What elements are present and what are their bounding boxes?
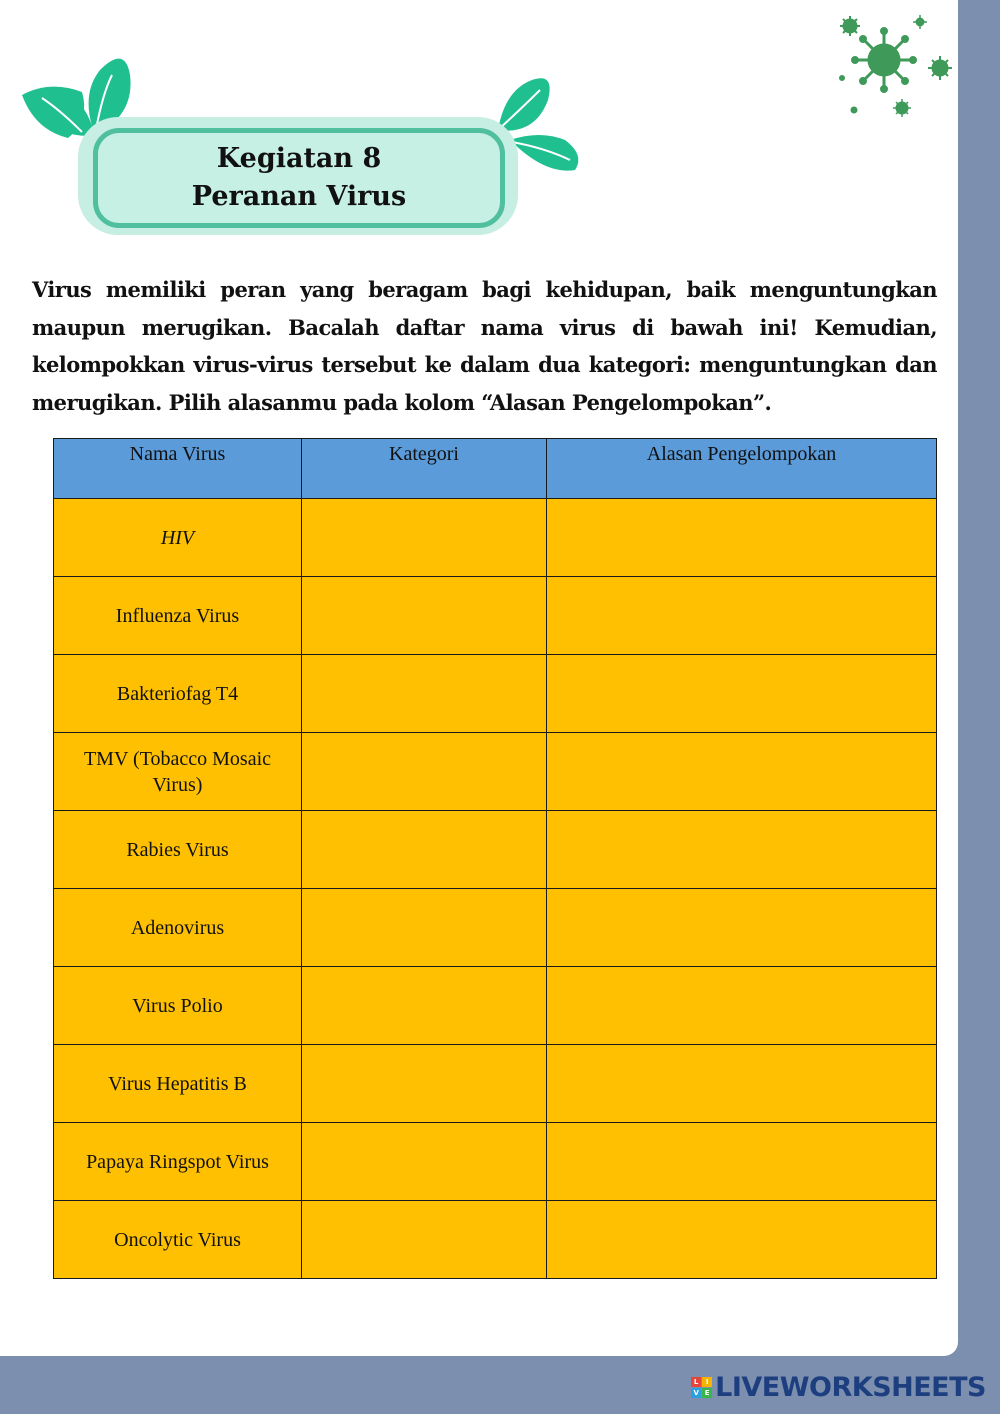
virus-icon xyxy=(830,10,960,125)
header-nama-virus: Nama Virus xyxy=(54,439,302,499)
table-row xyxy=(54,889,937,967)
alasan-cell[interactable] xyxy=(547,655,937,733)
brand-name: LIVEWORKSHEETS xyxy=(715,1372,986,1403)
virus-name-cell: Bakteriofag T4 xyxy=(54,655,302,733)
alasan-cell[interactable] xyxy=(547,1123,937,1201)
header-alasan: Alasan Pengelompokan xyxy=(547,439,937,499)
alasan-cell[interactable] xyxy=(547,811,937,889)
kategori-cell[interactable] xyxy=(302,577,547,655)
table-row xyxy=(54,655,937,733)
activity-number: Kegiatan 8 xyxy=(216,143,382,174)
table-row xyxy=(54,1201,937,1279)
instructions-paragraph: Virus memiliki peran yang beragam bagi kehidupan, baik menguntungkan maupun merugikan. Bacalah daftar nama virus di bawah ini! Kemudian, kelompokkan virus-virus tersebut ke dalam dua kategori: menguntungkan dan merugikan. Pilih alasanmu pada kolom “Alasan Pengelompokan”. xyxy=(32,277,937,415)
alasan-cell[interactable] xyxy=(547,499,937,577)
kategori-cell[interactable] xyxy=(302,1201,547,1279)
virus-name-cell: Papaya Ringspot Virus xyxy=(54,1123,302,1201)
alasan-cell[interactable] xyxy=(547,733,937,811)
kategori-cell[interactable] xyxy=(302,967,547,1045)
virus-name-cell: TMV (Tobacco Mosaic Virus) xyxy=(54,733,302,811)
table-row xyxy=(54,577,937,655)
table-row xyxy=(54,1045,937,1123)
title-banner xyxy=(20,40,580,250)
kategori-cell[interactable] xyxy=(302,889,547,967)
alasan-cell[interactable] xyxy=(547,1201,937,1279)
page-title: Peranan Virus xyxy=(191,181,407,212)
header-kategori: Kategori xyxy=(302,439,547,499)
virus-name-cell: Virus Hepatitis B xyxy=(54,1045,302,1123)
table-row xyxy=(54,967,937,1045)
table-row xyxy=(54,1123,937,1201)
virus-name-cell: Adenovirus xyxy=(54,889,302,967)
title-box xyxy=(93,128,505,228)
table-row xyxy=(54,811,937,889)
virus-table xyxy=(53,438,937,1279)
table-header-row xyxy=(54,439,937,499)
table-row xyxy=(54,499,937,577)
alasan-cell[interactable] xyxy=(547,967,937,1045)
alasan-cell[interactable] xyxy=(547,889,937,967)
liveworksheets-brand[interactable] xyxy=(691,1372,986,1403)
virus-name-cell: Influenza Virus xyxy=(54,577,302,655)
kategori-cell[interactable] xyxy=(302,499,547,577)
alasan-cell[interactable] xyxy=(547,1045,937,1123)
alasan-cell[interactable] xyxy=(547,577,937,655)
kategori-cell[interactable] xyxy=(302,733,547,811)
table-row xyxy=(54,733,937,811)
virus-name-cell: Virus Polio xyxy=(54,967,302,1045)
kategori-cell[interactable] xyxy=(302,1045,547,1123)
virus-name-cell: HIV xyxy=(54,499,302,577)
kategori-cell[interactable] xyxy=(302,811,547,889)
virus-name-cell: Oncolytic Virus xyxy=(54,1201,302,1279)
liveworksheets-logo-icon: L I V E xyxy=(691,1377,712,1398)
kategori-cell[interactable] xyxy=(302,655,547,733)
virus-name-cell: Rabies Virus xyxy=(54,811,302,889)
kategori-cell[interactable] xyxy=(302,1123,547,1201)
